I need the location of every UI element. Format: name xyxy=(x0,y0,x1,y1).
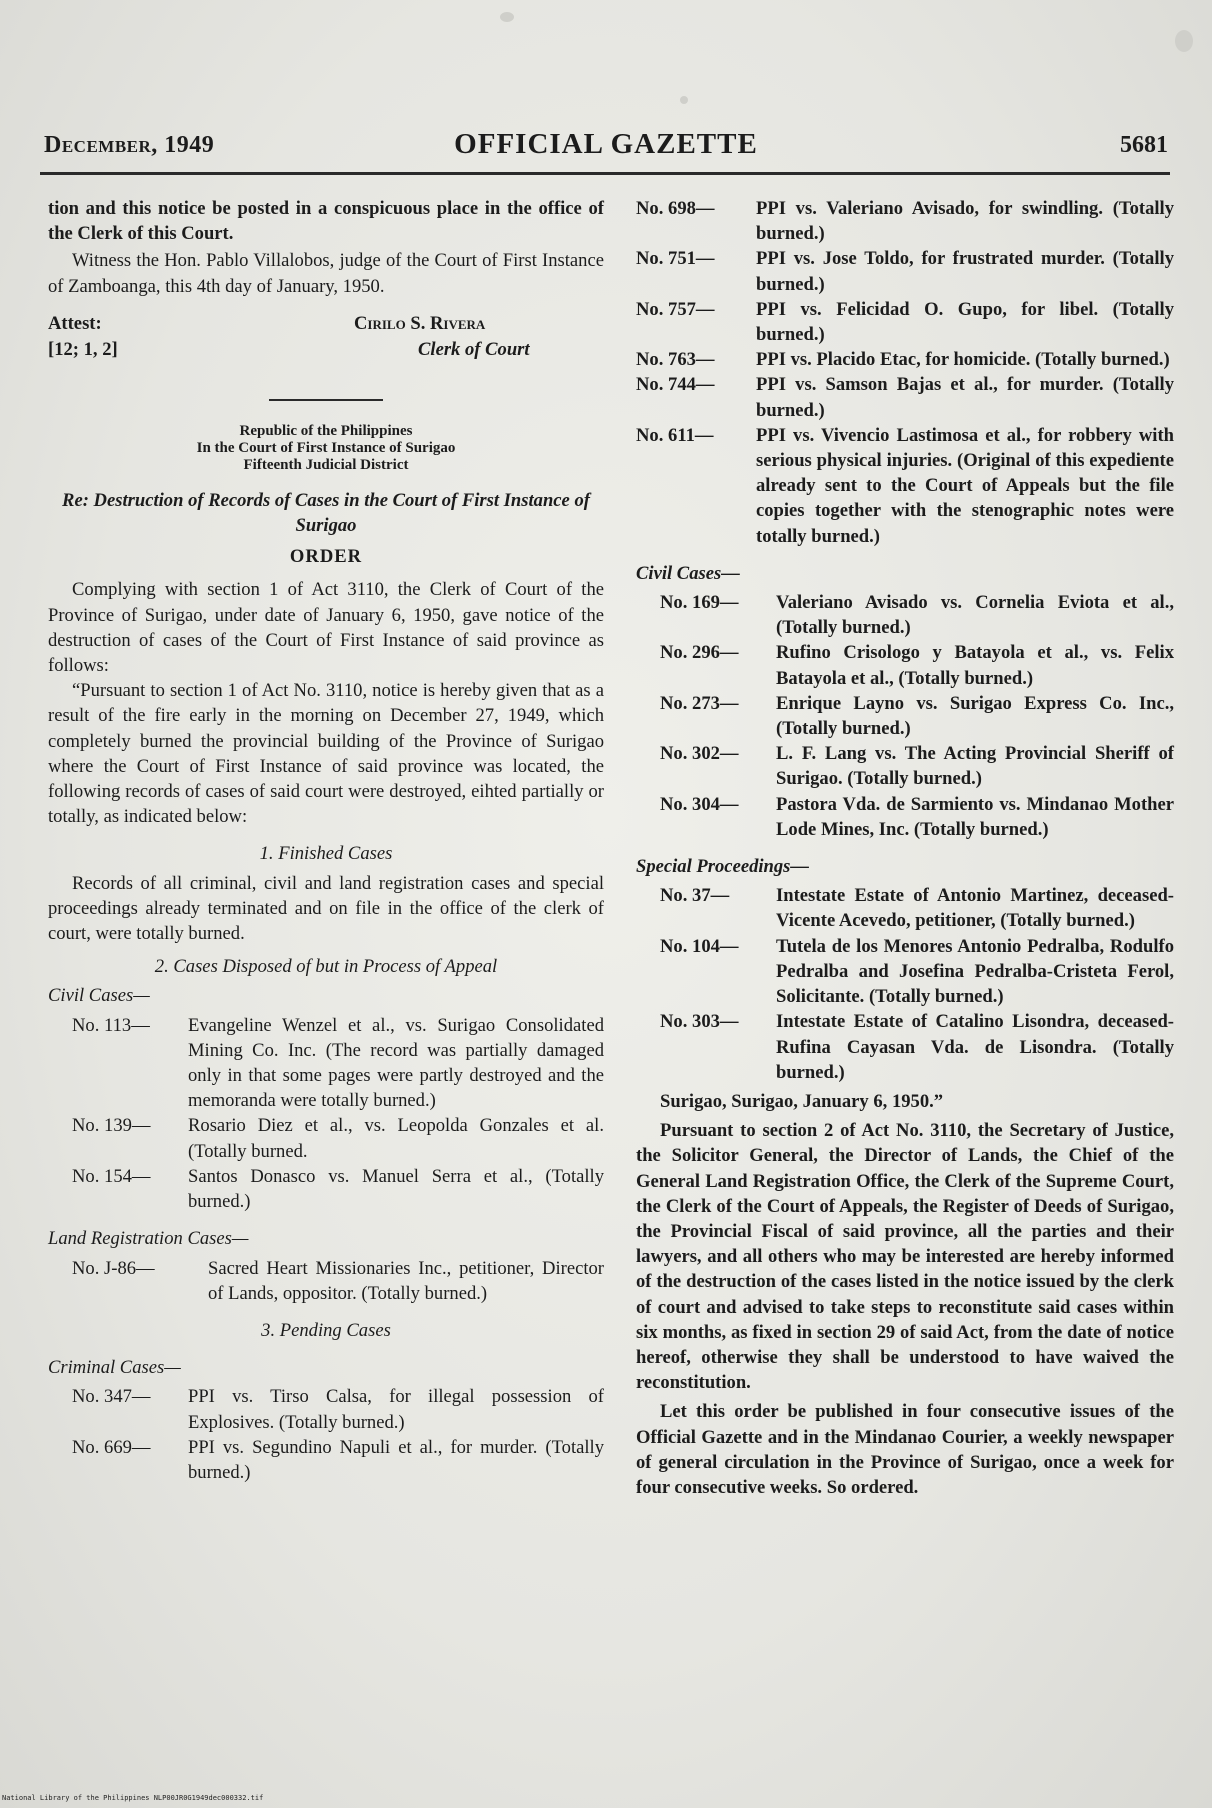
case-number: No. 698— xyxy=(636,198,715,219)
right-column xyxy=(636,196,1174,1500)
court-line: Republic of the Philippines xyxy=(239,422,413,439)
attest-reference: [12; 1, 2] xyxy=(48,338,118,360)
case-number: No. 751— xyxy=(636,248,715,270)
page-number: 5681 xyxy=(1120,132,1168,158)
case-entry xyxy=(636,372,1174,422)
case-text: Evangeline Wenzel et al., vs. Surigao Consolidated Mining Co. Inc. (The record was partially damaged only in that some pages were partly destroyed and the memoranda were totally burned.) xyxy=(188,1014,604,1112)
issue-date: December, 1949 xyxy=(44,132,215,158)
case-text: PPI vs. Placido Etac, for homicide. (Totally burned.) xyxy=(756,349,1170,371)
case-entry xyxy=(636,691,1174,741)
case-number: No. 302— xyxy=(660,743,739,765)
case-entry xyxy=(636,792,1174,842)
attest-label: Attest: xyxy=(48,312,102,334)
case-entry xyxy=(48,1384,604,1434)
case-number: No. 296— xyxy=(660,642,739,664)
case-text: Tutela de los Menores Antonio Pedralba, Rodulfo Pedralba and Josefina Pedralba-Cristeta Ferol, Solicitante. (Totally burned.) xyxy=(776,935,1174,1008)
case-number: No. 37— xyxy=(660,885,730,907)
case-number: No. 154— xyxy=(72,1165,151,1187)
subsection-label: Civil Cases— xyxy=(48,985,150,1007)
header-rule xyxy=(40,172,1170,175)
case-number: No. J-86— xyxy=(72,1257,155,1279)
paragraph: “Pursuant to section 1 of Act No. 3110, notice is hereby given that as a result of the fire early in the morning on December 27, 1949, which completely burned the provincial building of the Province of Surigao where the Court of First Instance of said province was located, the following records of cases of said court were destroyed, eihted partially or totally, as indicated below: xyxy=(48,680,604,828)
case-text: L. F. Lang vs. The Acting Provincial Sheriff of Surigao. (Totally burned.) xyxy=(776,743,1174,790)
case-text: PPI vs. Segundino Napuli et al., for murder. (Totally burned.) xyxy=(188,1436,604,1483)
case-entry xyxy=(48,1256,604,1306)
case-entry xyxy=(636,741,1174,791)
paragraph: Witness the Hon. Pablo Villalobos, judge of the Court of First Instance of Zamboanga, this 4th day of January, 1950. xyxy=(48,250,604,297)
case-text: PPI vs. Felicidad O. Gupo, for libel. (Totally burned.) xyxy=(756,298,1174,346)
section-heading: 2. Cases Disposed of but in Process of Appeal xyxy=(154,956,498,978)
case-entry xyxy=(48,1113,604,1163)
case-number: No. 169— xyxy=(660,592,739,614)
case-text: Enrique Layno vs. Surigao Express Co. Inc., (Totally burned.) xyxy=(776,692,1174,740)
case-text: Sacred Heart Missionaries Inc., petitioner, Director of Lands, oppositor. (Totally burned.) xyxy=(208,1257,604,1304)
case-number: No. 744— xyxy=(636,374,715,396)
order-subject: Re: Destruction of Records of Cases in the Court of First Instance of Surigao xyxy=(62,489,590,537)
case-text: Intestate Estate of Antonio Martinez, deceased-Vicente Acevedo, petitioner, (Totally burned.) xyxy=(776,885,1174,932)
court-line: In the Court of First Instance of Surigao xyxy=(196,439,456,456)
case-text: Valeriano Avisado vs. Cornelia Eviota et al., (Totally burned.) xyxy=(776,592,1174,639)
case-entry xyxy=(636,246,1174,296)
case-text: Intestate Estate of Catalino Lisondra, deceased-Rufina Cayasan Vda. de Lisondra. (Totally burned.) xyxy=(776,1011,1174,1083)
case-text: Santos Donasco vs. Manuel Serra et al., (Totally burned.) xyxy=(188,1165,604,1213)
speckle xyxy=(680,96,688,104)
case-text: PPI vs. Vivencio Lastimosa et al., for robbery with serious physical injuries. (Original of this expediente already sent to the Court of Appeals but the file copies together with the stenographic notes were totally burned.) xyxy=(756,424,1174,547)
paragraph: Pursuant to section 2 of Act No. 3110, the Secretary of Justice, the Solicitor General, the Director of Lands, the Chief of the General Land Registration Office, the Clerk of the Supreme Court, the Clerk of the Court of Appeals, the Register of Deeds of Surigao, the Provincial Fiscal of said province, all the parties and their lawyers, and all others who may be interested are hereby informed of the destruction of the cases listed in the notice issued by the clerk of court and advised to take steps to reconstitute said cases within six months, as fixed in section 29 of said Act, from the date of notice hereof, otherwise they shall be understood to have waived the reconstitution. xyxy=(636,1120,1174,1394)
case-entry xyxy=(48,1164,604,1214)
place-date: Surigao, Surigao, January 6, 1950.” xyxy=(660,1090,944,1112)
page-header xyxy=(44,128,1168,170)
case-entry xyxy=(636,423,1174,549)
publication-title: OFFICIAL GAZETTE xyxy=(454,128,758,160)
case-number: No. 757— xyxy=(636,298,715,320)
case-entry xyxy=(636,934,1174,1010)
case-text: PPI vs. Valeriano Avisado, for swindling. (Totally burned.) xyxy=(756,198,1174,245)
case-text: Rufino Crisologo y Batayola et al., vs. Felix Batayola et al., (Totally burned.) xyxy=(776,642,1174,689)
case-number: No. 273— xyxy=(660,692,739,714)
order-heading: ORDER xyxy=(289,546,363,568)
case-number: No. 113— xyxy=(72,1014,150,1036)
subsection-label: Civil Cases— xyxy=(636,562,740,584)
attestation xyxy=(48,311,604,373)
case-entry xyxy=(636,196,1174,246)
speckle xyxy=(1175,30,1193,52)
section-heading: 3. Pending Cases xyxy=(261,1319,391,1341)
case-number: No. 763— xyxy=(636,349,715,371)
subsection-label: Special Proceedings— xyxy=(636,856,809,878)
case-text: Rosario Diez et al., vs. Leopolda Gonzales et al. (Totally burned. xyxy=(188,1115,604,1162)
subsection-label: Criminal Cases— xyxy=(48,1357,181,1379)
case-text: Pastora Vda. de Sarmiento vs. Mindanao Mother Lode Mines, Inc. (Totally burned.) xyxy=(776,793,1174,840)
case-entry xyxy=(636,347,1174,372)
case-entry xyxy=(636,590,1174,640)
case-number: No. 347— xyxy=(72,1386,151,1408)
case-number: No. 139— xyxy=(72,1115,151,1137)
left-column xyxy=(48,196,604,1485)
subsection-label: Land Registration Cases— xyxy=(48,1228,249,1250)
case-text: PPI vs. Tirso Calsa, for illegal possession of Explosives. (Totally burned.) xyxy=(188,1386,604,1433)
signer-name: Cirilo S. Rivera xyxy=(354,312,486,334)
paragraph: Records of all criminal, civil and land registration cases and special proceedings already terminated and on file in the office of the clerk of court, were totally burned. xyxy=(48,872,604,945)
court-line: Fifteenth Judicial District xyxy=(243,456,409,473)
case-entry xyxy=(48,1435,604,1485)
case-entry xyxy=(636,640,1174,690)
case-entry xyxy=(636,1009,1174,1085)
signer-title: Clerk of Court xyxy=(418,338,530,360)
section-heading: 1. Finished Cases xyxy=(259,843,393,865)
case-number: No. 303— xyxy=(660,1011,739,1033)
section-divider xyxy=(269,399,383,401)
case-entry xyxy=(636,297,1174,347)
paragraph: Complying with section 1 of Act 3110, the Clerk of Court of the Province of Surigao, under date of January 6, 1950, gave notice of the destruction of cases of the Court of First Instance of said province as follows: xyxy=(48,579,604,677)
paragraph: Let this order be published in four consecutive issues of the Official Gazette and in the Mindanao Courier, a weekly newspaper of general circulation in the Province of Surigao, once a week for four consecutive weeks. So ordered. xyxy=(636,1401,1174,1498)
speckle xyxy=(500,12,514,22)
case-number: No. 669— xyxy=(72,1436,151,1458)
case-number: No. 304— xyxy=(660,793,739,815)
case-number: No. 104— xyxy=(660,935,739,957)
case-text: PPI vs. Jose Toldo, for frustrated murder. (Totally burned.) xyxy=(756,248,1174,295)
case-entry xyxy=(636,883,1174,933)
paragraph: tion and this notice be posted in a conspicuous place in the office of the Clerk of this Court. xyxy=(48,198,604,245)
case-entry xyxy=(48,1013,604,1114)
case-text: PPI vs. Samson Bajas et al., for murder. (Totally burned.) xyxy=(756,374,1174,421)
case-number: No. 611— xyxy=(636,424,714,446)
scan-footer: National Library of the Philippines NLP00JR0G1949dec000332.tif xyxy=(2,1794,264,1802)
